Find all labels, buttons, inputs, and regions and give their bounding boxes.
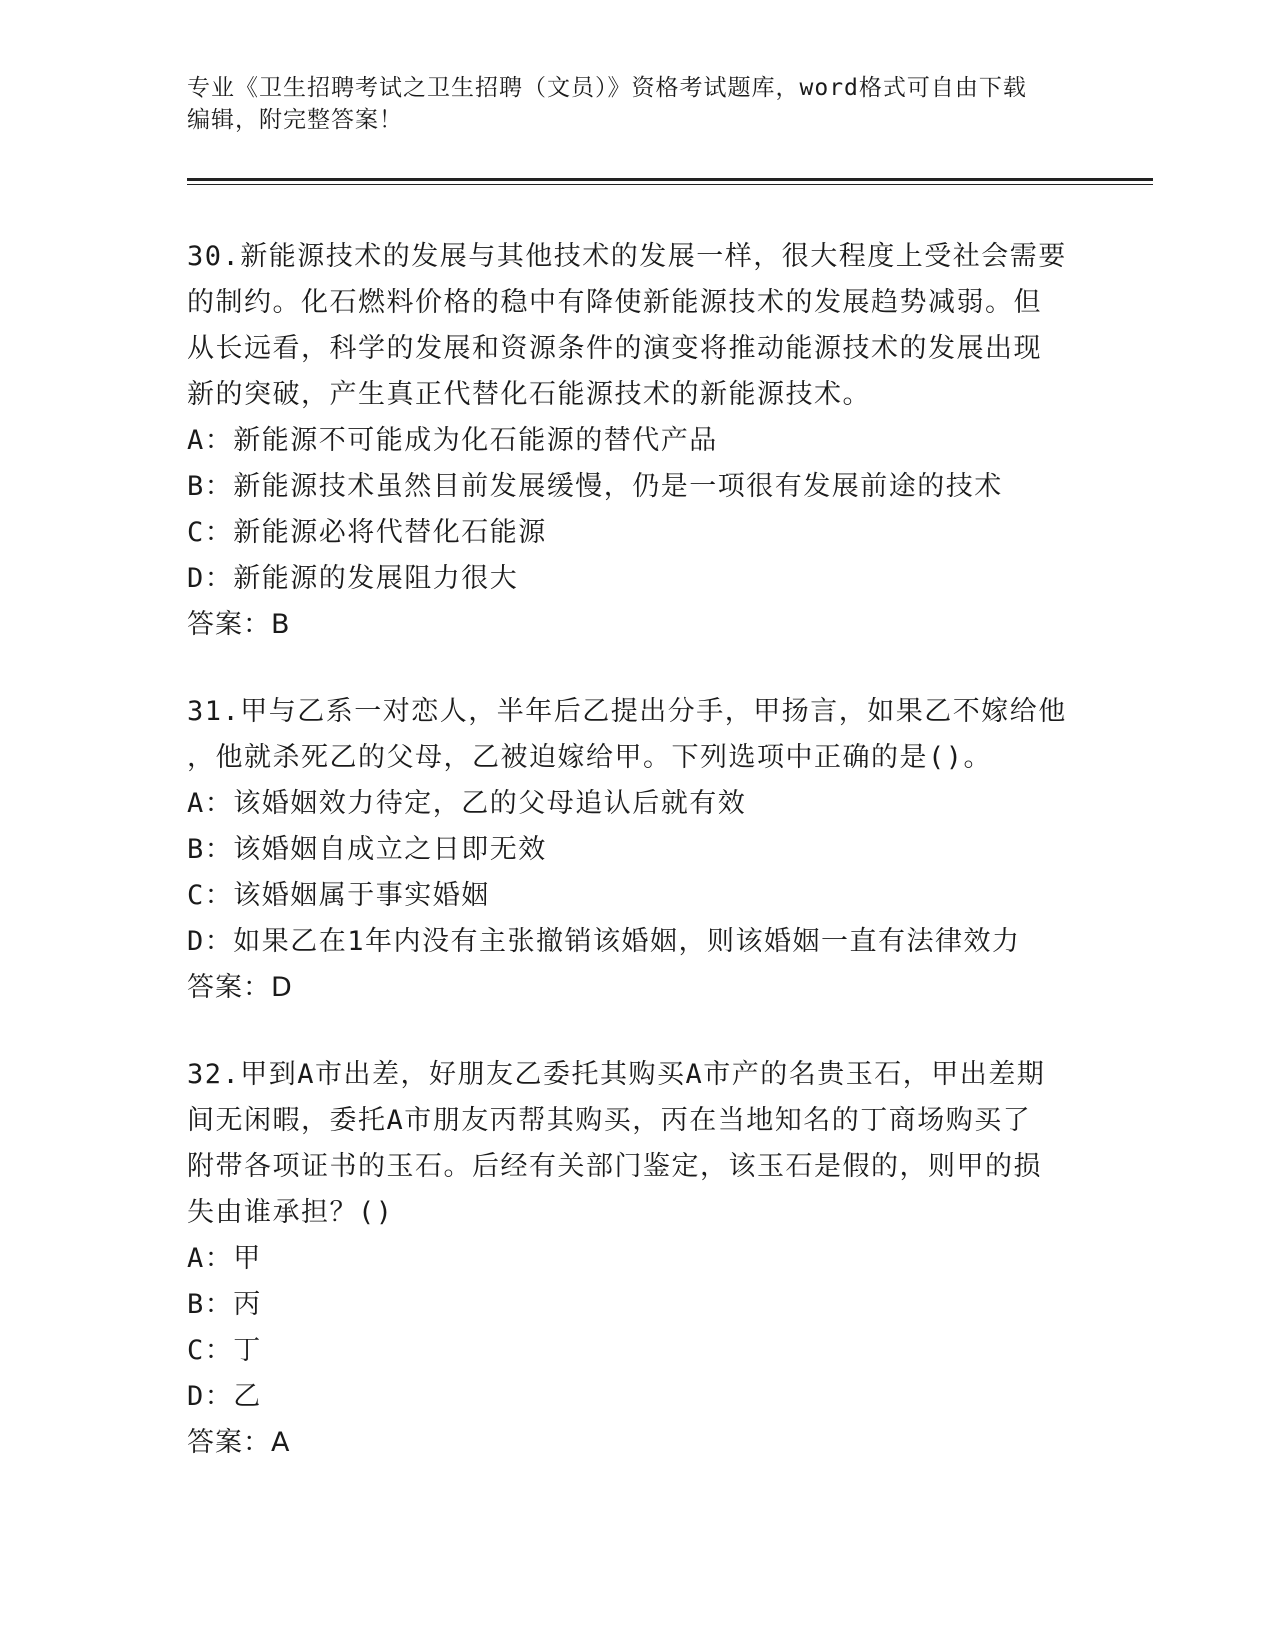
question-stem-line: ，他就杀死乙的父母，乙被迫嫁给甲。下列选项中正确的是()。 <box>187 742 993 773</box>
option-b: B：丙 <box>187 1289 262 1320</box>
question-stem-line: 30.新能源技术的发展与其他技术的发展一样，很大程度上受社会需要 <box>187 241 1067 272</box>
question-stem-line: 附带各项证书的玉石。后经有关部门鉴定，该玉石是假的，则甲的损 <box>187 1151 1042 1182</box>
question-stem-line: 间无闲暇，委托A市朋友丙帮其购买，丙在当地知名的丁商场购买了 <box>187 1105 1032 1136</box>
question-stem-line: 失由谁承担？() <box>187 1197 394 1228</box>
question-stem-line: 31.甲与乙系一对恋人，半年后乙提出分手，甲扬言，如果乙不嫁给他 <box>187 696 1067 727</box>
question-stem-line: 从长远看，科学的发展和资源条件的演变将推动能源技术的发展出现 <box>187 333 1042 364</box>
question-stem-line: 的制约。化石燃料价格的稳中有降使新能源技术的发展趋势减弱。但 <box>187 287 1042 318</box>
option-c: C：丁 <box>187 1335 262 1366</box>
option-d: D：如果乙在1年内没有主张撤销该婚姻，则该婚姻一直有法律效力 <box>187 926 1021 957</box>
header-line-2: 编辑，附完整答案！ <box>187 107 403 133</box>
option-d: D：新能源的发展阻力很大 <box>187 563 519 594</box>
header-line-1: 专业《卫生招聘考试之卫生招聘（文员）》资格考试题库，word格式可自由下载 <box>187 75 1027 101</box>
answer-line: 答案：D <box>187 972 293 1003</box>
option-a: A：新能源不可能成为化石能源的替代产品 <box>187 425 718 456</box>
answer-line: 答案：B <box>187 609 291 640</box>
option-b: B：新能源技术虽然目前发展缓慢，仍是一项很有发展前途的技术 <box>187 471 1003 502</box>
question-32 <box>187 1052 1087 1466</box>
question-stem-line: 新的突破，产生真正代替化石能源技术的新能源技术。 <box>187 379 871 410</box>
document-header <box>187 72 1087 136</box>
option-c: C：该婚姻属于事实婚姻 <box>187 880 490 911</box>
option-a: A：甲 <box>187 1243 262 1274</box>
header-divider-thin <box>187 184 1153 185</box>
option-c: C：新能源必将代替化石能源 <box>187 517 547 548</box>
option-a: A：该婚姻效力待定，乙的父母追认后就有效 <box>187 788 747 819</box>
question-31 <box>187 689 1087 1011</box>
question-30 <box>187 234 1087 648</box>
question-stem-line: 32.甲到A市出差，好朋友乙委托其购买A市产的名贵玉石，甲出差期 <box>187 1059 1046 1090</box>
option-b: B：该婚姻自成立之日即无效 <box>187 834 547 865</box>
answer-line: 答案：A <box>187 1427 291 1458</box>
header-divider-thick <box>187 178 1153 181</box>
option-d: D：乙 <box>187 1381 262 1412</box>
